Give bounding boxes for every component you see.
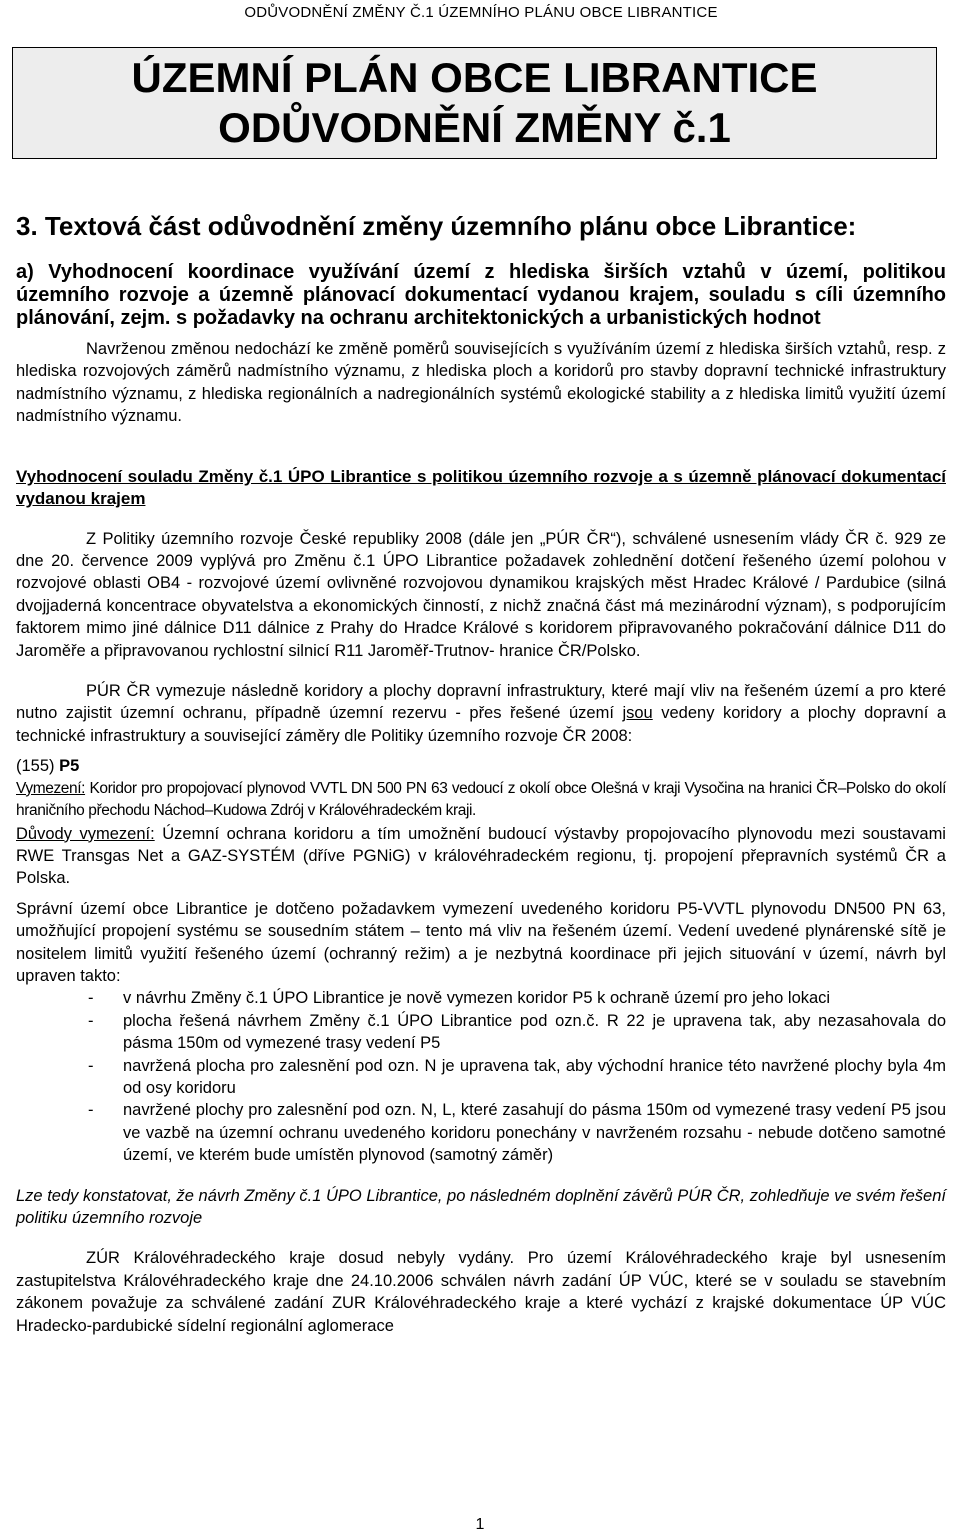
p5-prefix: (155) (16, 757, 60, 776)
p5-label: P5 (59, 757, 80, 776)
paragraph-vymezeni (16, 778, 946, 823)
vymezeni-text: Koridor pro propojovací plynovod VVTL DN 500 PN 63 vedoucí z okolí obce Olešná v kraji Vysočina na hranici ČR–Polsko do okolí hraničního přechodu Náchod–Kudowa Zdrój v Královéhradeckém kraji. (16, 779, 946, 820)
list-item (16, 1055, 946, 1100)
paragraph-pur-corridors (16, 680, 946, 747)
paragraph-wider-relations: Navrženou změnou nedochází ke změně poměrů souvisejících s využíváním území z hlediska širších vztahů, resp. z hlediska rozvojových záměrů nadmístního významu, z hlediska ploch a koridorů pro stavby dopravní technické infrastruktury nadmístního významu, z hlediska regionálních a nadregionálních systémů ekologické stability a z hlediska limitů využití území nadmístního významu. (16, 340, 946, 426)
list-item-text: v návrhu Změny č.1 ÚPO Librantice je nově vymezen koridor P5 k ochraně území pro jeho lokaci (123, 989, 831, 1008)
list-item (16, 987, 946, 1009)
title-line-1: ÚZEMNÍ PLÁN OBCE LIBRANTICE (131, 54, 818, 101)
list-item-text: navržené plochy pro zalesnění pod ozn. N, L, které zasahují do pásma 150m od vymezené trasy vedení P5 jsou ve vazbě na územní ochranu uvedeného koridoru ponechány v navrženém rozsahu - nebude dotčeno samotné území, ve kterém bude umístěn plynovod (samotný záměr) (123, 1101, 946, 1165)
paragraph-duvody (16, 823, 946, 890)
page-number: 1 (475, 1516, 485, 1533)
adjustment-list (16, 987, 946, 1166)
title-line-2: ODŮVODNĚNÍ ZMĚNY č.1 (218, 104, 731, 151)
title-box (12, 47, 937, 159)
document-page (16, 0, 946, 1337)
para3-underlined: jsou (622, 704, 653, 723)
para3-before: PÚR ČR vymezuje následně koridory a plochy dopravní infrastruktury, které mají vliv na řešeném území a pro které nutno zajistit územní ochranu, případně územní rezervu - přes řešené území (16, 682, 946, 723)
list-item-text: navržená plocha pro zalesnění pod ozn. N je upravena tak, aby východní hranice této navržené plochy byla 4m od osy koridoru (123, 1056, 946, 1097)
p5-label-line (16, 755, 946, 777)
subheading-a: a) Vyhodnocení koordinace využívání území z hlediska širších vztahů v území, politikou územního rozvoje a územně plánovací dokumentací vydanou krajem, souladu s cíli územního plánování, zejm. s požadavky na ochranu architektonických a urbanistických hodnot (16, 261, 946, 329)
list-item (16, 1099, 946, 1166)
list-dash: - (88, 1011, 94, 1030)
duvody-label: Důvody vymezení: (16, 824, 155, 843)
duvody-text: Územní ochrana koridoru a tím umožnění budoucí výstavby propojovacího plynovodu mezi soustavami RWE Transgas Net a GAZ-SYSTÉM (dříve PGNiG) v královéhradeckém regionu, tj. propojení přepravních systémů ČR a Polska. (16, 824, 946, 888)
vymezeni-label: Vymezení: (16, 779, 86, 797)
subheading-compliance: Vyhodnocení souladu Změny č.1 ÚPO Librantice s politikou územního rozvoje a s územně plánovací dokumentací vydanou krajem (16, 466, 946, 508)
paragraph-p5-corridor: Správní území obce Librantice je dotčeno požadavkem vymezení uvedeného koridoru P5-VVTL plynovodu DN500 PN 63, umožňující propojení systému se sousedním státem – tento má vliv na řešeném území. Vedení uvedené plynárenské sítě je nositelem limitů využití řešeného území (ochranný režim) a je nezbytná koordinace při jejich situování v území, návrh byl upraven takto: (16, 899, 946, 985)
section-heading: 3. Textová část odůvodnění změny územního plánu obce Librantice: (16, 211, 857, 241)
para3-after: vedeny koridory a plochy dopravní a technické infrastruktury a související záměry dle Politiky územního rozvoje ČR 2008: (16, 704, 946, 745)
list-dash: - (88, 1101, 94, 1120)
list-item (16, 1010, 946, 1055)
list-item-text: plocha řešená návrhem Změny č.1 ÚPO Librantice pod ozn.č. R 22 je upravena tak, aby nezasahovala do pásma 150m od vymezené trasy vedení P5 (123, 1011, 946, 1053)
running-header: ODŮVODNĚNÍ ZMĚNY Č.1 ÚZEMNÍHO PLÁNU OBCE LIBRANTICE (244, 4, 718, 21)
paragraph-zur: ZÚR Královéhradeckého kraje dosud nebyly vydány. Pro území Královéhradeckého kraje byl usnesením zastupitelstva Královéhradeckého kraje dne 24.10.2006 schválen návrh zadání ÚP VÚC, které se v souladu se stavebním zákonem považuje za schválené zadání ZUR Královéhradeckého kraje a které vychází z krajské dokumentace ÚP VÚC Hradecko-pardubické sídelní regionální aglomerace (16, 1249, 946, 1335)
paragraph-pur: Z Politiky územního rozvoje České republiky 2008 (dále jen „PÚR ČR“), schválené usnesením vlády ČR č. 929 ze dne 20. července 2009 vyplývá pro Změnu č.1 ÚPO Librantice požadavek zohlednění dotčení řešeného území polohou v rozvojové oblasti OB4 - rozvojové území ovlivněné rozvojovou dynamikou krajských měst Hradec Králové / Pardubice (silná dvojjaderná koncentrace obyvatelstva a ekonomických činností, z nichž značná část má mezinárodní význam), s podporujícím faktorem mimo jiné dálnice D11 dálnice z Prahy do Hradce Králové s koridorem připravovaného pokračování dálnice D11 do Jaroměře a připravovanou rychlostní silnicí R11 Jaroměř-Trutnov- hranice ČR/Polsko. (16, 529, 946, 660)
list-dash: - (88, 1056, 94, 1075)
conclusion-italic: Lze tedy konstatovat, že návrh Změny č.1 ÚPO Librantice, po následném doplnění závěrů PÚR ČR, zohledňuje ve svém řešení politiku územního rozvoje (16, 1186, 946, 1227)
list-dash: - (88, 989, 94, 1008)
